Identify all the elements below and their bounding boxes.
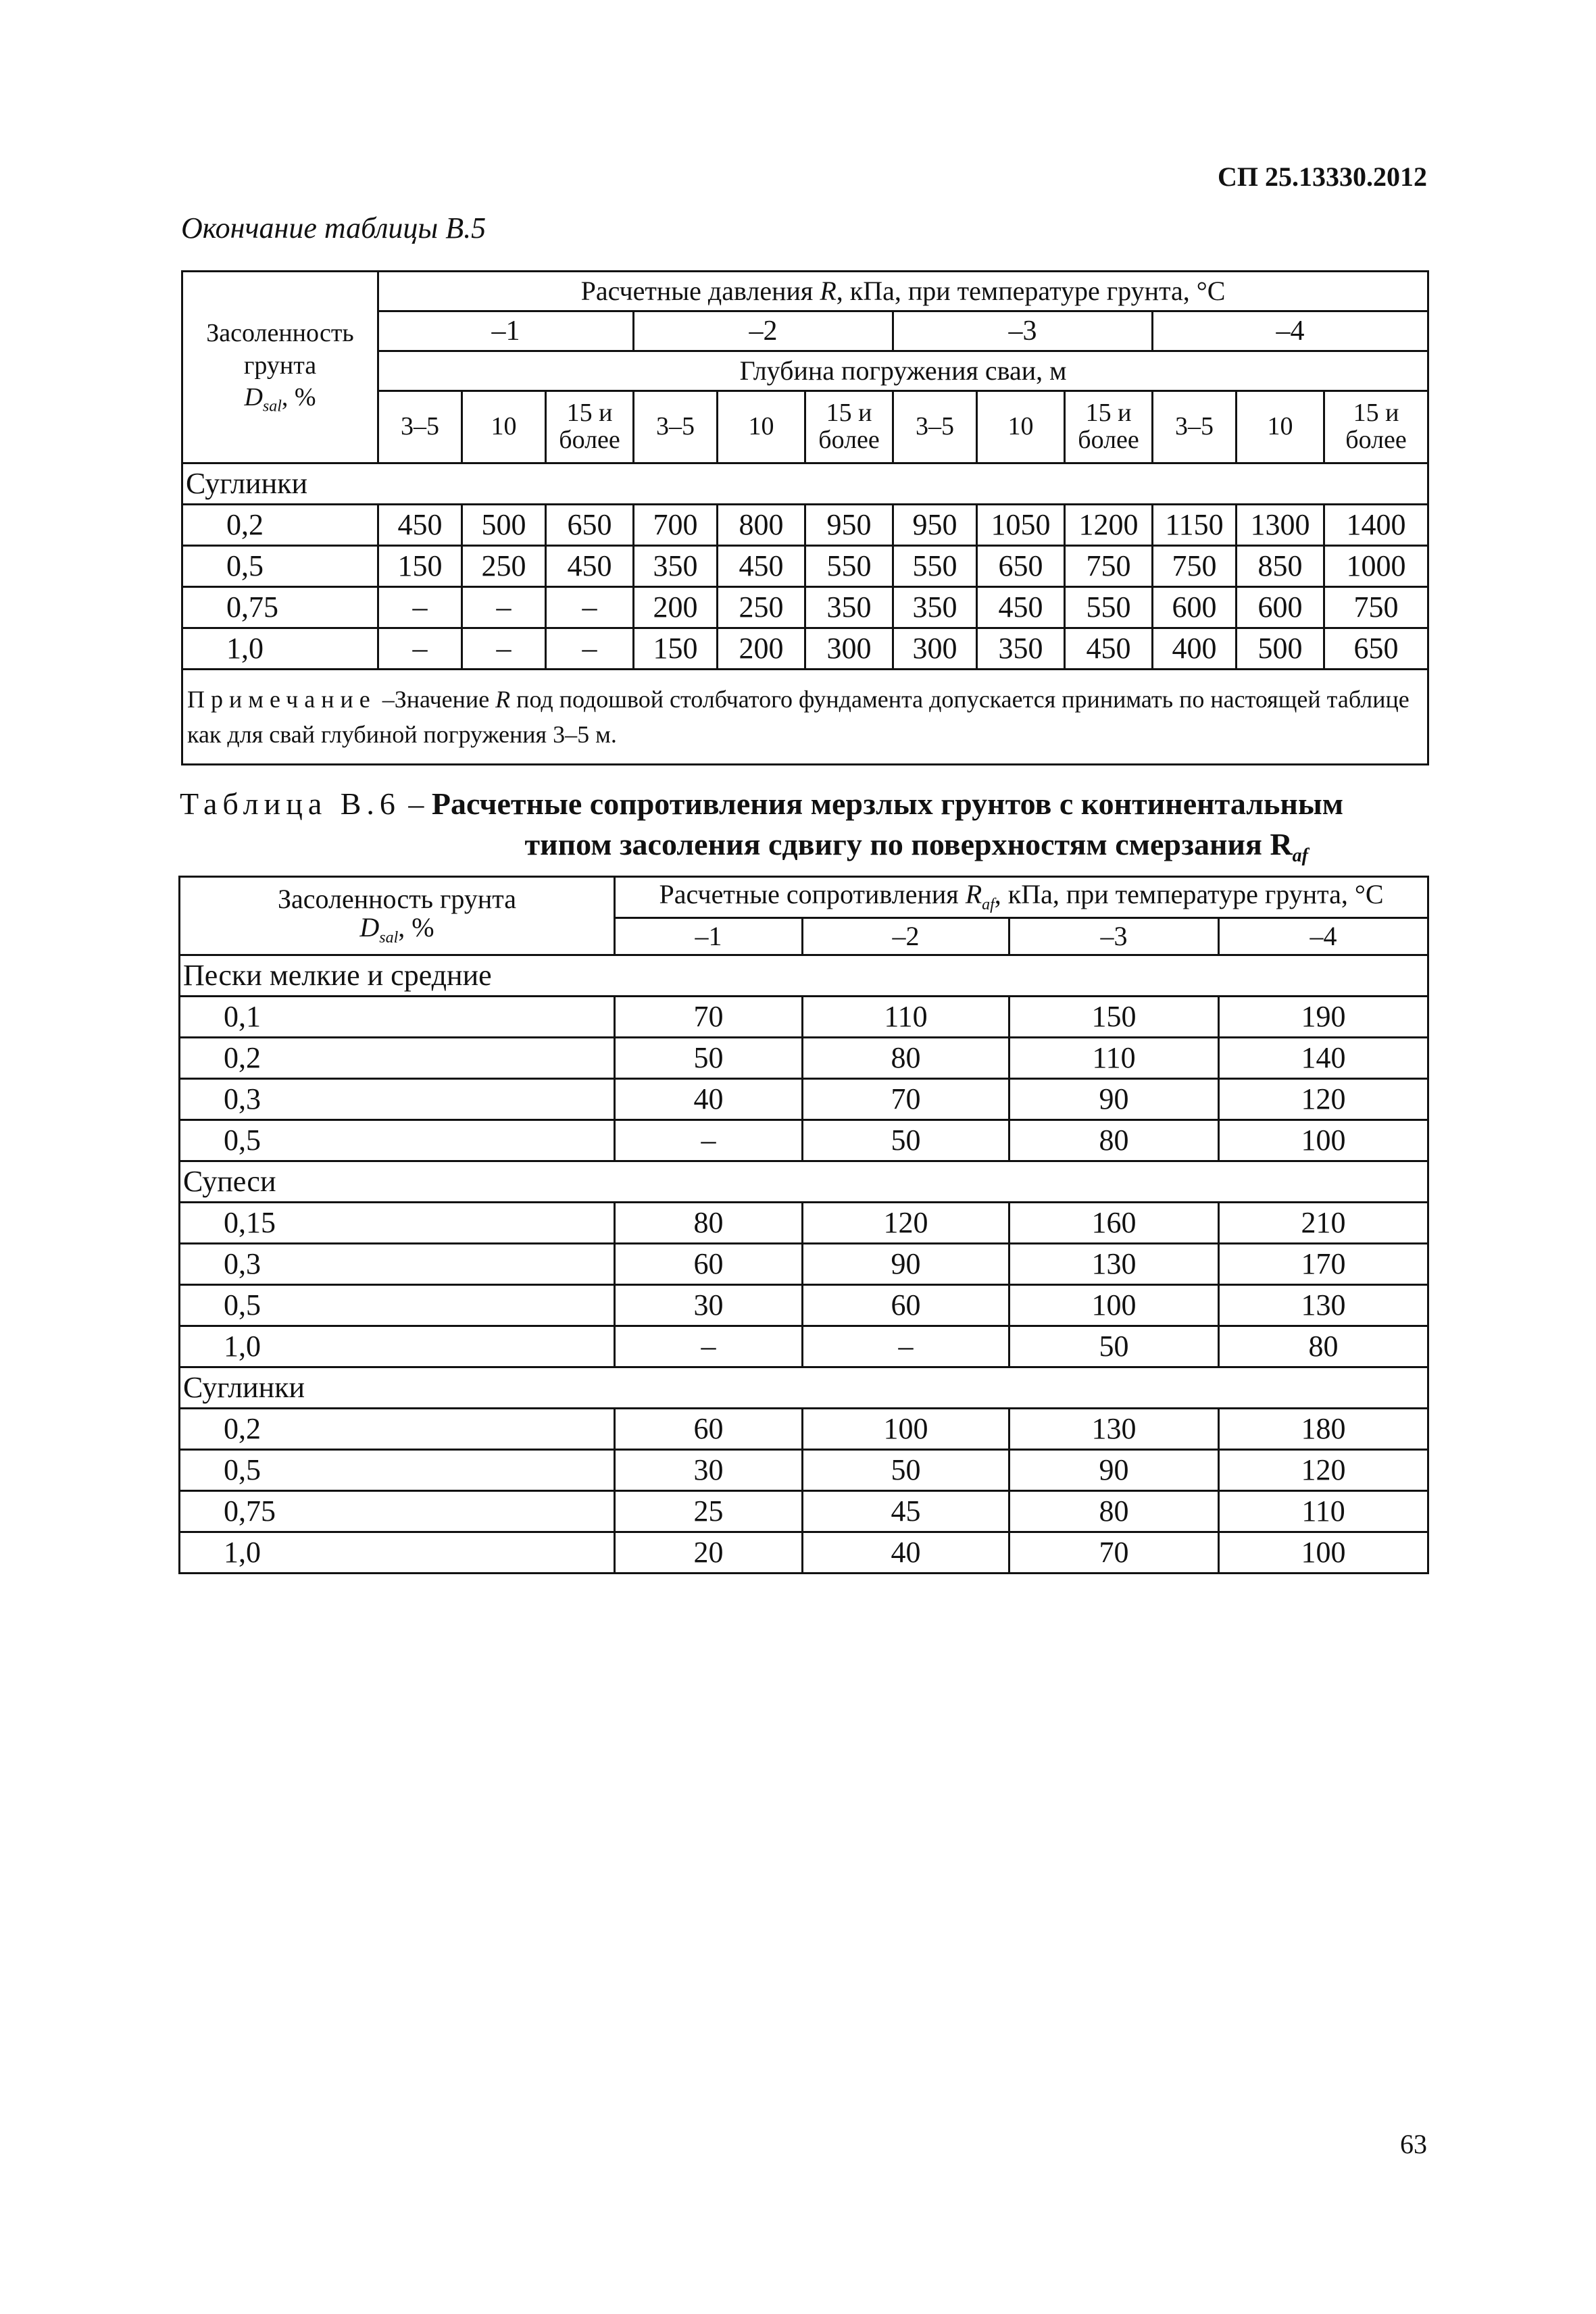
resistance-value: 80 [1219,1326,1428,1367]
resistance-value: 30 [615,1450,803,1491]
resistance-value: 90 [1009,1079,1219,1120]
pressure-value: 550 [893,546,977,587]
resistance-value: 30 [615,1285,803,1326]
pressure-value: 1000 [1324,546,1428,587]
depth-header: Глубина погружения сваи, м [378,351,1428,391]
resistance-value: 50 [1009,1326,1219,1367]
resistance-value: 25 [615,1491,803,1532]
resistance-value: – [615,1326,803,1367]
pressure-value: – [462,587,546,628]
resistance-value: 210 [1219,1203,1428,1244]
temperature-header: –1 [378,311,634,351]
pressure-value: 350 [893,587,977,628]
table-row [182,505,1428,546]
salinity-value: 0,2 [182,505,378,546]
pressure-value: 150 [634,628,718,670]
salinity-value: 0,75 [182,587,378,628]
resistance-value: 70 [615,997,803,1038]
salinity-value: 0,5 [180,1285,615,1326]
table-row [180,1079,1428,1120]
resistance-value: 120 [803,1203,1009,1244]
pressure-value: 500 [462,505,546,546]
resistance-value: 100 [1009,1285,1219,1326]
salinity-value: 0,3 [180,1079,615,1120]
pressure-value: 350 [805,587,893,628]
group-label: Супеси [180,1161,1428,1203]
resistance-value: 70 [803,1079,1009,1120]
pressure-value: – [378,628,462,670]
group-row [180,955,1428,997]
table-row [180,1409,1428,1450]
pressure-value: 650 [1324,628,1428,670]
table-row [180,1532,1428,1574]
salinity-value: 0,5 [180,1450,615,1491]
resistance-value: 45 [803,1491,1009,1532]
resistance-value: 190 [1219,997,1428,1038]
salinity-value: 0,5 [180,1120,615,1161]
pressure-value: 200 [718,628,805,670]
pressure-value: 750 [1065,546,1153,587]
resistance-value: 40 [615,1079,803,1120]
pressure-value: 300 [893,628,977,670]
pressure-value: 450 [718,546,805,587]
pressure-value: 300 [805,628,893,670]
table-row [180,1285,1428,1326]
soil-salinity-header: Засоленность грунта $D_{sal}$, % [180,877,615,955]
pressure-value: 150 [378,546,462,587]
table-row [180,997,1428,1038]
pressure-value: – [378,587,462,628]
pressure-header: Расчетные давления R, кПа, при температуре грунта, °С [378,272,1428,311]
salinity-value: 0,75 [180,1491,615,1532]
table-row [180,1203,1428,1244]
resistance-value: 40 [803,1532,1009,1574]
salinity-value: 1,0 [180,1326,615,1367]
depth-column-header: 3–5 [378,391,462,463]
pressure-value: 600 [1153,587,1237,628]
salinity-value: 0,15 [180,1203,615,1244]
pressure-value: 400 [1153,628,1237,670]
resistance-value: 110 [1219,1491,1428,1532]
resistance-value: 20 [615,1532,803,1574]
group-row [180,1161,1428,1203]
resistance-value: 130 [1219,1285,1428,1326]
depth-column-header: 10 [977,391,1065,463]
resistance-value: 80 [1009,1120,1219,1161]
resistance-value: 90 [1009,1450,1219,1491]
temperature-header: –2 [803,918,1009,955]
table-b6-title: Таблица В.6 – Расчетные сопротивления мерзлых грунтов с континентальным типом засоления сдвигу по поверхностям смерзания $R_{af}$ [180,786,1344,866]
resistance-value: 170 [1219,1244,1428,1285]
table-row [180,1326,1428,1367]
salinity-value: 1,0 [180,1532,615,1574]
pressure-value: 700 [634,505,718,546]
depth-column-header: 10 [1237,391,1324,463]
pressure-value: 350 [634,546,718,587]
pressure-value: 200 [634,587,718,628]
pressure-value: 450 [1065,628,1153,670]
table-row [180,1244,1428,1285]
resistance-value: 70 [1009,1532,1219,1574]
resistance-value: 110 [803,997,1009,1038]
table-b5 [181,270,1429,765]
pressure-value: 650 [546,505,634,546]
pressure-value: 550 [805,546,893,587]
depth-column-header: 3–5 [893,391,977,463]
resistance-value: 80 [615,1203,803,1244]
temperature-header: –4 [1219,918,1428,955]
temperature-header: –3 [1009,918,1219,955]
resistance-value: 110 [1009,1038,1219,1079]
soil-salinity-header: Засоленность грунта $D_{sal}$, % [182,272,378,463]
resistance-header: Расчетные сопротивления $R_{af}$, кПа, при температуре грунта, °С [615,877,1428,918]
resistance-value: – [615,1120,803,1161]
pressure-value: 750 [1153,546,1237,587]
resistance-value: 60 [615,1244,803,1285]
salinity-value: 0,2 [180,1038,615,1079]
salinity-value: 1,0 [182,628,378,670]
table-row [182,587,1428,628]
resistance-value: 50 [803,1450,1009,1491]
resistance-value: 140 [1219,1038,1428,1079]
temperature-header: –3 [893,311,1153,351]
temperature-header: –2 [634,311,893,351]
group-label: Суглинки [182,463,1428,505]
pressure-value: 350 [977,628,1065,670]
group-label: Пески мелкие и средние [180,955,1428,997]
resistance-value: 150 [1009,997,1219,1038]
resistance-value: 80 [803,1038,1009,1079]
page-number: 63 [1400,2129,1427,2159]
pressure-value: 1400 [1324,505,1428,546]
salinity-value: 0,2 [180,1409,615,1450]
resistance-value: 90 [803,1244,1009,1285]
resistance-value: 50 [803,1120,1009,1161]
depth-column-header: 3–5 [1153,391,1237,463]
depth-column-header: 10 [718,391,805,463]
resistance-value: 130 [1009,1409,1219,1450]
table-row [182,546,1428,587]
pressure-value: – [546,628,634,670]
pressure-value: – [462,628,546,670]
pressure-value: 1300 [1237,505,1324,546]
pressure-value: 550 [1065,587,1153,628]
resistance-value: 100 [1219,1120,1428,1161]
pressure-value: – [546,587,634,628]
table-note: Примечание –Значение R под подошвой столбчатого фундамента допускается принимать по настоящей таблице как для свай глубиной погружения 3–5 м. [182,670,1428,765]
pressure-value: 1200 [1065,505,1153,546]
resistance-value: – [803,1326,1009,1367]
pressure-value: 950 [805,505,893,546]
depth-column-header: 15 и более [546,391,634,463]
pressure-value: 1050 [977,505,1065,546]
depth-column-header: 15 и более [1324,391,1428,463]
resistance-value: 60 [803,1285,1009,1326]
resistance-value: 100 [803,1409,1009,1450]
depth-column-header: 15 и более [1065,391,1153,463]
salinity-value: 0,1 [180,997,615,1038]
pressure-value: 250 [462,546,546,587]
resistance-value: 120 [1219,1079,1428,1120]
pressure-value: 950 [893,505,977,546]
depth-column-header: 15 и более [805,391,893,463]
pressure-value: 650 [977,546,1065,587]
depth-column-header: 3–5 [634,391,718,463]
pressure-value: 850 [1237,546,1324,587]
resistance-value: 130 [1009,1244,1219,1285]
pressure-value: 450 [546,546,634,587]
resistance-value: 80 [1009,1491,1219,1532]
table-row [180,1120,1428,1161]
pressure-value: 750 [1324,587,1428,628]
group-row [180,1367,1428,1409]
pressure-value: 600 [1237,587,1324,628]
resistance-value: 160 [1009,1203,1219,1244]
depth-column-header: 10 [462,391,546,463]
resistance-value: 100 [1219,1532,1428,1574]
resistance-value: 120 [1219,1450,1428,1491]
temperature-header: –4 [1153,311,1428,351]
table-b5-continuation-caption: Окончание таблицы В.5 [181,211,487,245]
resistance-value: 60 [615,1409,803,1450]
table-row [180,1491,1428,1532]
table-b6 [178,876,1429,1574]
resistance-value: 180 [1219,1409,1428,1450]
salinity-value: 0,3 [180,1244,615,1285]
pressure-value: 800 [718,505,805,546]
temperature-header: –1 [615,918,803,955]
table-row [180,1038,1428,1079]
pressure-value: 1150 [1153,505,1237,546]
pressure-value: 450 [378,505,462,546]
pressure-value: 250 [718,587,805,628]
resistance-value: 50 [615,1038,803,1079]
pressure-value: 450 [977,587,1065,628]
group-label: Суглинки [180,1367,1428,1409]
document-code: СП 25.13330.2012 [1218,161,1427,192]
table-row [182,628,1428,670]
table-row [180,1450,1428,1491]
pressure-value: 500 [1237,628,1324,670]
salinity-value: 0,5 [182,546,378,587]
